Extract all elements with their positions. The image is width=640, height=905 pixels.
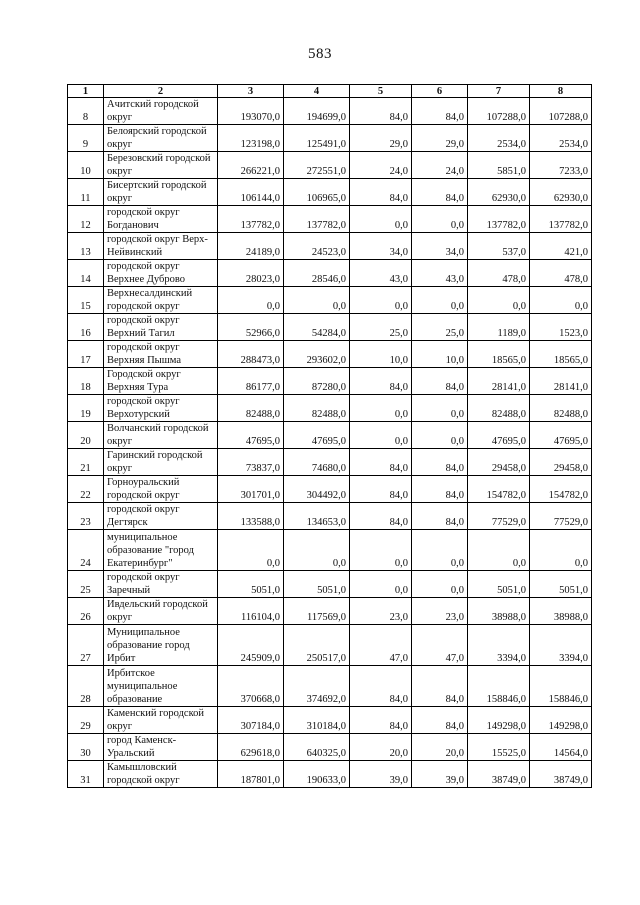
value-col-4: 250517,0: [284, 625, 350, 666]
value-col-7: 15525,0: [468, 734, 530, 761]
table-row: [68, 368, 592, 395]
value-col-8: 478,0: [530, 260, 592, 287]
data-table: [67, 84, 592, 788]
value-col-8: 62930,0: [530, 179, 592, 206]
value-col-6: 0,0: [412, 530, 468, 571]
value-col-3: 301701,0: [218, 476, 284, 503]
value-col-5: 0,0: [350, 571, 412, 598]
value-col-5: 0,0: [350, 206, 412, 233]
value-col-8: 137782,0: [530, 206, 592, 233]
value-col-8: 107288,0: [530, 98, 592, 125]
value-col-3: 86177,0: [218, 368, 284, 395]
value-col-7: 18565,0: [468, 341, 530, 368]
value-col-6: 39,0: [412, 761, 468, 788]
value-col-4: 117569,0: [284, 598, 350, 625]
value-col-5: 20,0: [350, 734, 412, 761]
row-number: 26: [68, 598, 104, 625]
value-col-3: 266221,0: [218, 152, 284, 179]
row-number: 12: [68, 206, 104, 233]
value-col-6: 84,0: [412, 503, 468, 530]
municipality-name: Березовский городской округ: [104, 152, 218, 179]
municipality-name: городской округ Заречный: [104, 571, 218, 598]
value-col-7: 62930,0: [468, 179, 530, 206]
value-col-6: 47,0: [412, 625, 468, 666]
value-col-8: 7233,0: [530, 152, 592, 179]
value-col-4: 5051,0: [284, 571, 350, 598]
column-header: 5: [350, 85, 412, 98]
municipality-name: Гаринский городской округ: [104, 449, 218, 476]
value-col-8: 154782,0: [530, 476, 592, 503]
value-col-3: 28023,0: [218, 260, 284, 287]
row-number: 13: [68, 233, 104, 260]
value-col-8: 0,0: [530, 530, 592, 571]
value-col-5: 10,0: [350, 341, 412, 368]
value-col-8: 0,0: [530, 287, 592, 314]
column-header: 1: [68, 85, 104, 98]
municipality-name: Ирбитское муниципальное образование: [104, 666, 218, 707]
municipality-name: городской округ Верхняя Пышма: [104, 341, 218, 368]
municipality-name: городской округ Верхний Тагил: [104, 314, 218, 341]
value-col-5: 0,0: [350, 530, 412, 571]
row-number: 14: [68, 260, 104, 287]
value-col-3: 82488,0: [218, 395, 284, 422]
table-row: [68, 233, 592, 260]
value-col-3: 47695,0: [218, 422, 284, 449]
value-col-7: 107288,0: [468, 98, 530, 125]
municipality-name: городской округ Верхотурский: [104, 395, 218, 422]
value-col-8: 2534,0: [530, 125, 592, 152]
row-number: 30: [68, 734, 104, 761]
value-col-7: 5051,0: [468, 571, 530, 598]
value-col-4: 54284,0: [284, 314, 350, 341]
value-col-5: 84,0: [350, 707, 412, 734]
row-number: 16: [68, 314, 104, 341]
column-header: 3: [218, 85, 284, 98]
value-col-3: 5051,0: [218, 571, 284, 598]
municipality-name: городской округ Верхнее Дуброво: [104, 260, 218, 287]
value-col-5: 0,0: [350, 395, 412, 422]
municipality-name: Муниципальное образование город Ирбит: [104, 625, 218, 666]
table-row: [68, 761, 592, 788]
value-col-5: 25,0: [350, 314, 412, 341]
value-col-5: 84,0: [350, 449, 412, 476]
row-number: 9: [68, 125, 104, 152]
value-col-3: 0,0: [218, 287, 284, 314]
municipality-name: Бисертский городской округ: [104, 179, 218, 206]
header-row: [68, 85, 592, 98]
value-col-5: 84,0: [350, 666, 412, 707]
row-number: 20: [68, 422, 104, 449]
value-col-5: 84,0: [350, 98, 412, 125]
municipality-name: Городской округ Верхняя Тура: [104, 368, 218, 395]
value-col-4: 47695,0: [284, 422, 350, 449]
value-col-5: 0,0: [350, 422, 412, 449]
municipality-name: Волчанский городской округ: [104, 422, 218, 449]
value-col-3: 629618,0: [218, 734, 284, 761]
table-row: [68, 530, 592, 571]
row-number: 28: [68, 666, 104, 707]
value-col-3: 187801,0: [218, 761, 284, 788]
value-col-6: 0,0: [412, 571, 468, 598]
municipality-name: Горноуральский городской округ: [104, 476, 218, 503]
table-row: [68, 125, 592, 152]
value-col-4: 304492,0: [284, 476, 350, 503]
value-col-7: 47695,0: [468, 422, 530, 449]
value-col-3: 245909,0: [218, 625, 284, 666]
value-col-3: 193070,0: [218, 98, 284, 125]
value-col-8: 77529,0: [530, 503, 592, 530]
value-col-6: 84,0: [412, 368, 468, 395]
value-col-3: 123198,0: [218, 125, 284, 152]
table-row: [68, 179, 592, 206]
value-col-4: 106965,0: [284, 179, 350, 206]
value-col-3: 133588,0: [218, 503, 284, 530]
value-col-6: 84,0: [412, 98, 468, 125]
municipality-name: муниципальное образование "город Екатеринбург": [104, 530, 218, 571]
value-col-6: 84,0: [412, 476, 468, 503]
value-col-7: 3394,0: [468, 625, 530, 666]
value-col-3: 52966,0: [218, 314, 284, 341]
value-col-3: 24189,0: [218, 233, 284, 260]
table-row: [68, 503, 592, 530]
table-row: [68, 206, 592, 233]
table-body: [68, 98, 592, 788]
table-row: [68, 734, 592, 761]
value-col-4: 374692,0: [284, 666, 350, 707]
municipality-name: город Каменск- Уральский: [104, 734, 218, 761]
value-col-4: 134653,0: [284, 503, 350, 530]
value-col-5: 24,0: [350, 152, 412, 179]
municipality-name: городской округ Верх- Нейвинский: [104, 233, 218, 260]
row-number: 22: [68, 476, 104, 503]
row-number: 8: [68, 98, 104, 125]
value-col-7: 2534,0: [468, 125, 530, 152]
value-col-5: 84,0: [350, 179, 412, 206]
column-header: 7: [468, 85, 530, 98]
municipality-name: Камышловский городской округ: [104, 761, 218, 788]
value-col-6: 24,0: [412, 152, 468, 179]
value-col-3: 116104,0: [218, 598, 284, 625]
value-col-5: 0,0: [350, 287, 412, 314]
table-row: [68, 314, 592, 341]
value-col-3: 0,0: [218, 530, 284, 571]
value-col-4: 87280,0: [284, 368, 350, 395]
value-col-7: 0,0: [468, 530, 530, 571]
value-col-4: 24523,0: [284, 233, 350, 260]
table-row: [68, 395, 592, 422]
value-col-6: 20,0: [412, 734, 468, 761]
value-col-4: 137782,0: [284, 206, 350, 233]
column-header: 4: [284, 85, 350, 98]
value-col-8: 3394,0: [530, 625, 592, 666]
value-col-3: 137782,0: [218, 206, 284, 233]
value-col-8: 18565,0: [530, 341, 592, 368]
value-col-4: 293602,0: [284, 341, 350, 368]
value-col-6: 29,0: [412, 125, 468, 152]
column-header: 8: [530, 85, 592, 98]
value-col-7: 5851,0: [468, 152, 530, 179]
table-row: [68, 476, 592, 503]
value-col-4: 272551,0: [284, 152, 350, 179]
value-col-6: 84,0: [412, 179, 468, 206]
municipality-name: городской округ Богданович: [104, 206, 218, 233]
value-col-6: 0,0: [412, 395, 468, 422]
value-col-8: 38749,0: [530, 761, 592, 788]
row-number: 21: [68, 449, 104, 476]
value-col-7: 154782,0: [468, 476, 530, 503]
municipality-name: Ивдельский городской округ: [104, 598, 218, 625]
value-col-4: 0,0: [284, 530, 350, 571]
value-col-8: 29458,0: [530, 449, 592, 476]
value-col-5: 84,0: [350, 368, 412, 395]
table-row: [68, 598, 592, 625]
table-row: [68, 98, 592, 125]
value-col-5: 39,0: [350, 761, 412, 788]
value-col-3: 307184,0: [218, 707, 284, 734]
value-col-8: 1523,0: [530, 314, 592, 341]
value-col-8: 82488,0: [530, 395, 592, 422]
table-row: [68, 625, 592, 666]
value-col-8: 158846,0: [530, 666, 592, 707]
municipality-name: Ачитский городской округ: [104, 98, 218, 125]
value-col-7: 149298,0: [468, 707, 530, 734]
value-col-4: 310184,0: [284, 707, 350, 734]
row-number: 23: [68, 503, 104, 530]
row-number: 18: [68, 368, 104, 395]
value-col-7: 137782,0: [468, 206, 530, 233]
municipality-name: Верхнесалдинский городской округ: [104, 287, 218, 314]
row-number: 31: [68, 761, 104, 788]
value-col-7: 38749,0: [468, 761, 530, 788]
value-col-3: 73837,0: [218, 449, 284, 476]
value-col-6: 0,0: [412, 422, 468, 449]
value-col-8: 421,0: [530, 233, 592, 260]
value-col-4: 194699,0: [284, 98, 350, 125]
value-col-3: 370668,0: [218, 666, 284, 707]
value-col-4: 74680,0: [284, 449, 350, 476]
value-col-6: 43,0: [412, 260, 468, 287]
table-row: [68, 341, 592, 368]
row-number: 11: [68, 179, 104, 206]
table-row: [68, 152, 592, 179]
value-col-6: 34,0: [412, 233, 468, 260]
row-number: 25: [68, 571, 104, 598]
value-col-8: 14564,0: [530, 734, 592, 761]
value-col-8: 47695,0: [530, 422, 592, 449]
row-number: 15: [68, 287, 104, 314]
column-header: 2: [104, 85, 218, 98]
value-col-7: 158846,0: [468, 666, 530, 707]
value-col-8: 5051,0: [530, 571, 592, 598]
value-col-7: 537,0: [468, 233, 530, 260]
municipality-name: городской округ Дегтярск: [104, 503, 218, 530]
value-col-5: 29,0: [350, 125, 412, 152]
value-col-6: 84,0: [412, 707, 468, 734]
value-col-7: 82488,0: [468, 395, 530, 422]
row-number: 17: [68, 341, 104, 368]
value-col-6: 0,0: [412, 206, 468, 233]
value-col-7: 29458,0: [468, 449, 530, 476]
value-col-5: 43,0: [350, 260, 412, 287]
value-col-7: 0,0: [468, 287, 530, 314]
value-col-6: 0,0: [412, 287, 468, 314]
value-col-5: 23,0: [350, 598, 412, 625]
value-col-5: 47,0: [350, 625, 412, 666]
value-col-6: 10,0: [412, 341, 468, 368]
value-col-8: 149298,0: [530, 707, 592, 734]
value-col-6: 25,0: [412, 314, 468, 341]
municipality-name: Каменский городской округ: [104, 707, 218, 734]
value-col-7: 77529,0: [468, 503, 530, 530]
value-col-7: 28141,0: [468, 368, 530, 395]
value-col-4: 0,0: [284, 287, 350, 314]
row-number: 29: [68, 707, 104, 734]
value-col-4: 28546,0: [284, 260, 350, 287]
value-col-6: 84,0: [412, 666, 468, 707]
table-row: [68, 571, 592, 598]
column-header: 6: [412, 85, 468, 98]
row-number: 24: [68, 530, 104, 571]
municipality-name: Белоярский городской округ: [104, 125, 218, 152]
table-row: [68, 707, 592, 734]
value-col-4: 125491,0: [284, 125, 350, 152]
value-col-8: 38988,0: [530, 598, 592, 625]
value-col-3: 106144,0: [218, 179, 284, 206]
value-col-5: 34,0: [350, 233, 412, 260]
row-number: 27: [68, 625, 104, 666]
value-col-4: 82488,0: [284, 395, 350, 422]
value-col-5: 84,0: [350, 503, 412, 530]
value-col-6: 23,0: [412, 598, 468, 625]
value-col-7: 478,0: [468, 260, 530, 287]
value-col-7: 1189,0: [468, 314, 530, 341]
value-col-8: 28141,0: [530, 368, 592, 395]
row-number: 10: [68, 152, 104, 179]
value-col-3: 288473,0: [218, 341, 284, 368]
table-row: [68, 422, 592, 449]
page-number: 583: [308, 46, 332, 62]
table-row: [68, 449, 592, 476]
value-col-7: 38988,0: [468, 598, 530, 625]
value-col-4: 640325,0: [284, 734, 350, 761]
table-row: [68, 666, 592, 707]
table-row: [68, 287, 592, 314]
value-col-5: 84,0: [350, 476, 412, 503]
value-col-4: 190633,0: [284, 761, 350, 788]
row-number: 19: [68, 395, 104, 422]
value-col-6: 84,0: [412, 449, 468, 476]
table-row: [68, 260, 592, 287]
